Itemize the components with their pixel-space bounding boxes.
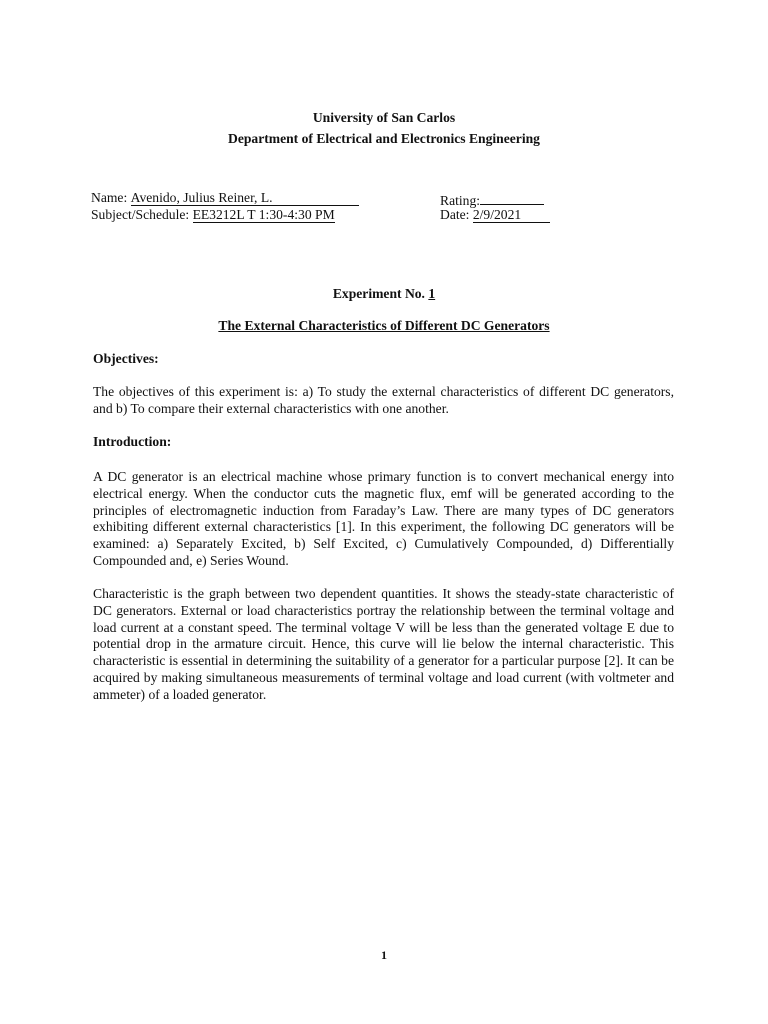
rating-value — [480, 190, 544, 205]
name-value: Avenido, Julius Reiner, L. — [131, 191, 359, 206]
experiment-number-value: 1 — [428, 286, 436, 301]
subject-value: EE3212L T 1:30-4:30 PM — [192, 207, 335, 222]
date-value: 2/9/2021 — [473, 208, 550, 223]
introduction-paragraph-2: Characteristic is the graph between two dependent quantities. It shows the steady-state characteristic of DC generators. External or load characteristics portray the relationship between the terminal voltage and load current at a constant speed. The terminal voltage V will be less than the generated voltage E due to potential drop in the armature circuit. Hence, this curve will lie below the internal characteristic. This characteristic is essential in determining the suitability of a generator for a particular purpose [2]. It can be acquired by making simultaneous measurements of terminal voltage and load current (with voltmeter and ammeter) of a loaded generator. — [93, 586, 674, 702]
objectives-paragraph: The objectives of this experiment is: a) To study the external characteristics of different DC generators, and b) To compare their external characteristics with one another. — [93, 384, 674, 416]
name-field — [91, 190, 359, 206]
name-label: Name: — [91, 190, 131, 205]
introduction-heading: Introduction: — [93, 434, 172, 449]
experiment-number — [0, 286, 768, 302]
introduction-paragraph-1: A DC generator is an electrical machine whose primary function is to convert mechanical energy into electrical energy. When the conductor cuts the magnetic flux, emf will be generated according to the principles of electromagnetic induction from Faraday’s Law. There are many types of DC generators exhibiting different external characteristics [1]. In this experiment, the following DC generators will be examined: a) Separately Excited, b) Self Excited, c) Cumulatively Compounded, d) Differentially Compounded and, e) Series Wound. — [93, 469, 674, 568]
rating-label: Rating: — [440, 193, 481, 208]
date-label: Date: — [440, 207, 473, 222]
subject-label: Subject/Schedule: — [91, 207, 193, 222]
objectives-heading: Objectives: — [93, 351, 159, 366]
university-name: University of San Carlos — [312, 110, 456, 125]
experiment-title: The External Characteristics of Different DC Generators — [218, 318, 550, 333]
page-number: 1 — [381, 948, 387, 962]
experiment-number-label: Experiment No. — [332, 286, 429, 301]
subject-field — [91, 207, 335, 223]
date-field — [440, 207, 550, 223]
department-name: Department of Electrical and Electronics Engineering — [228, 131, 540, 146]
